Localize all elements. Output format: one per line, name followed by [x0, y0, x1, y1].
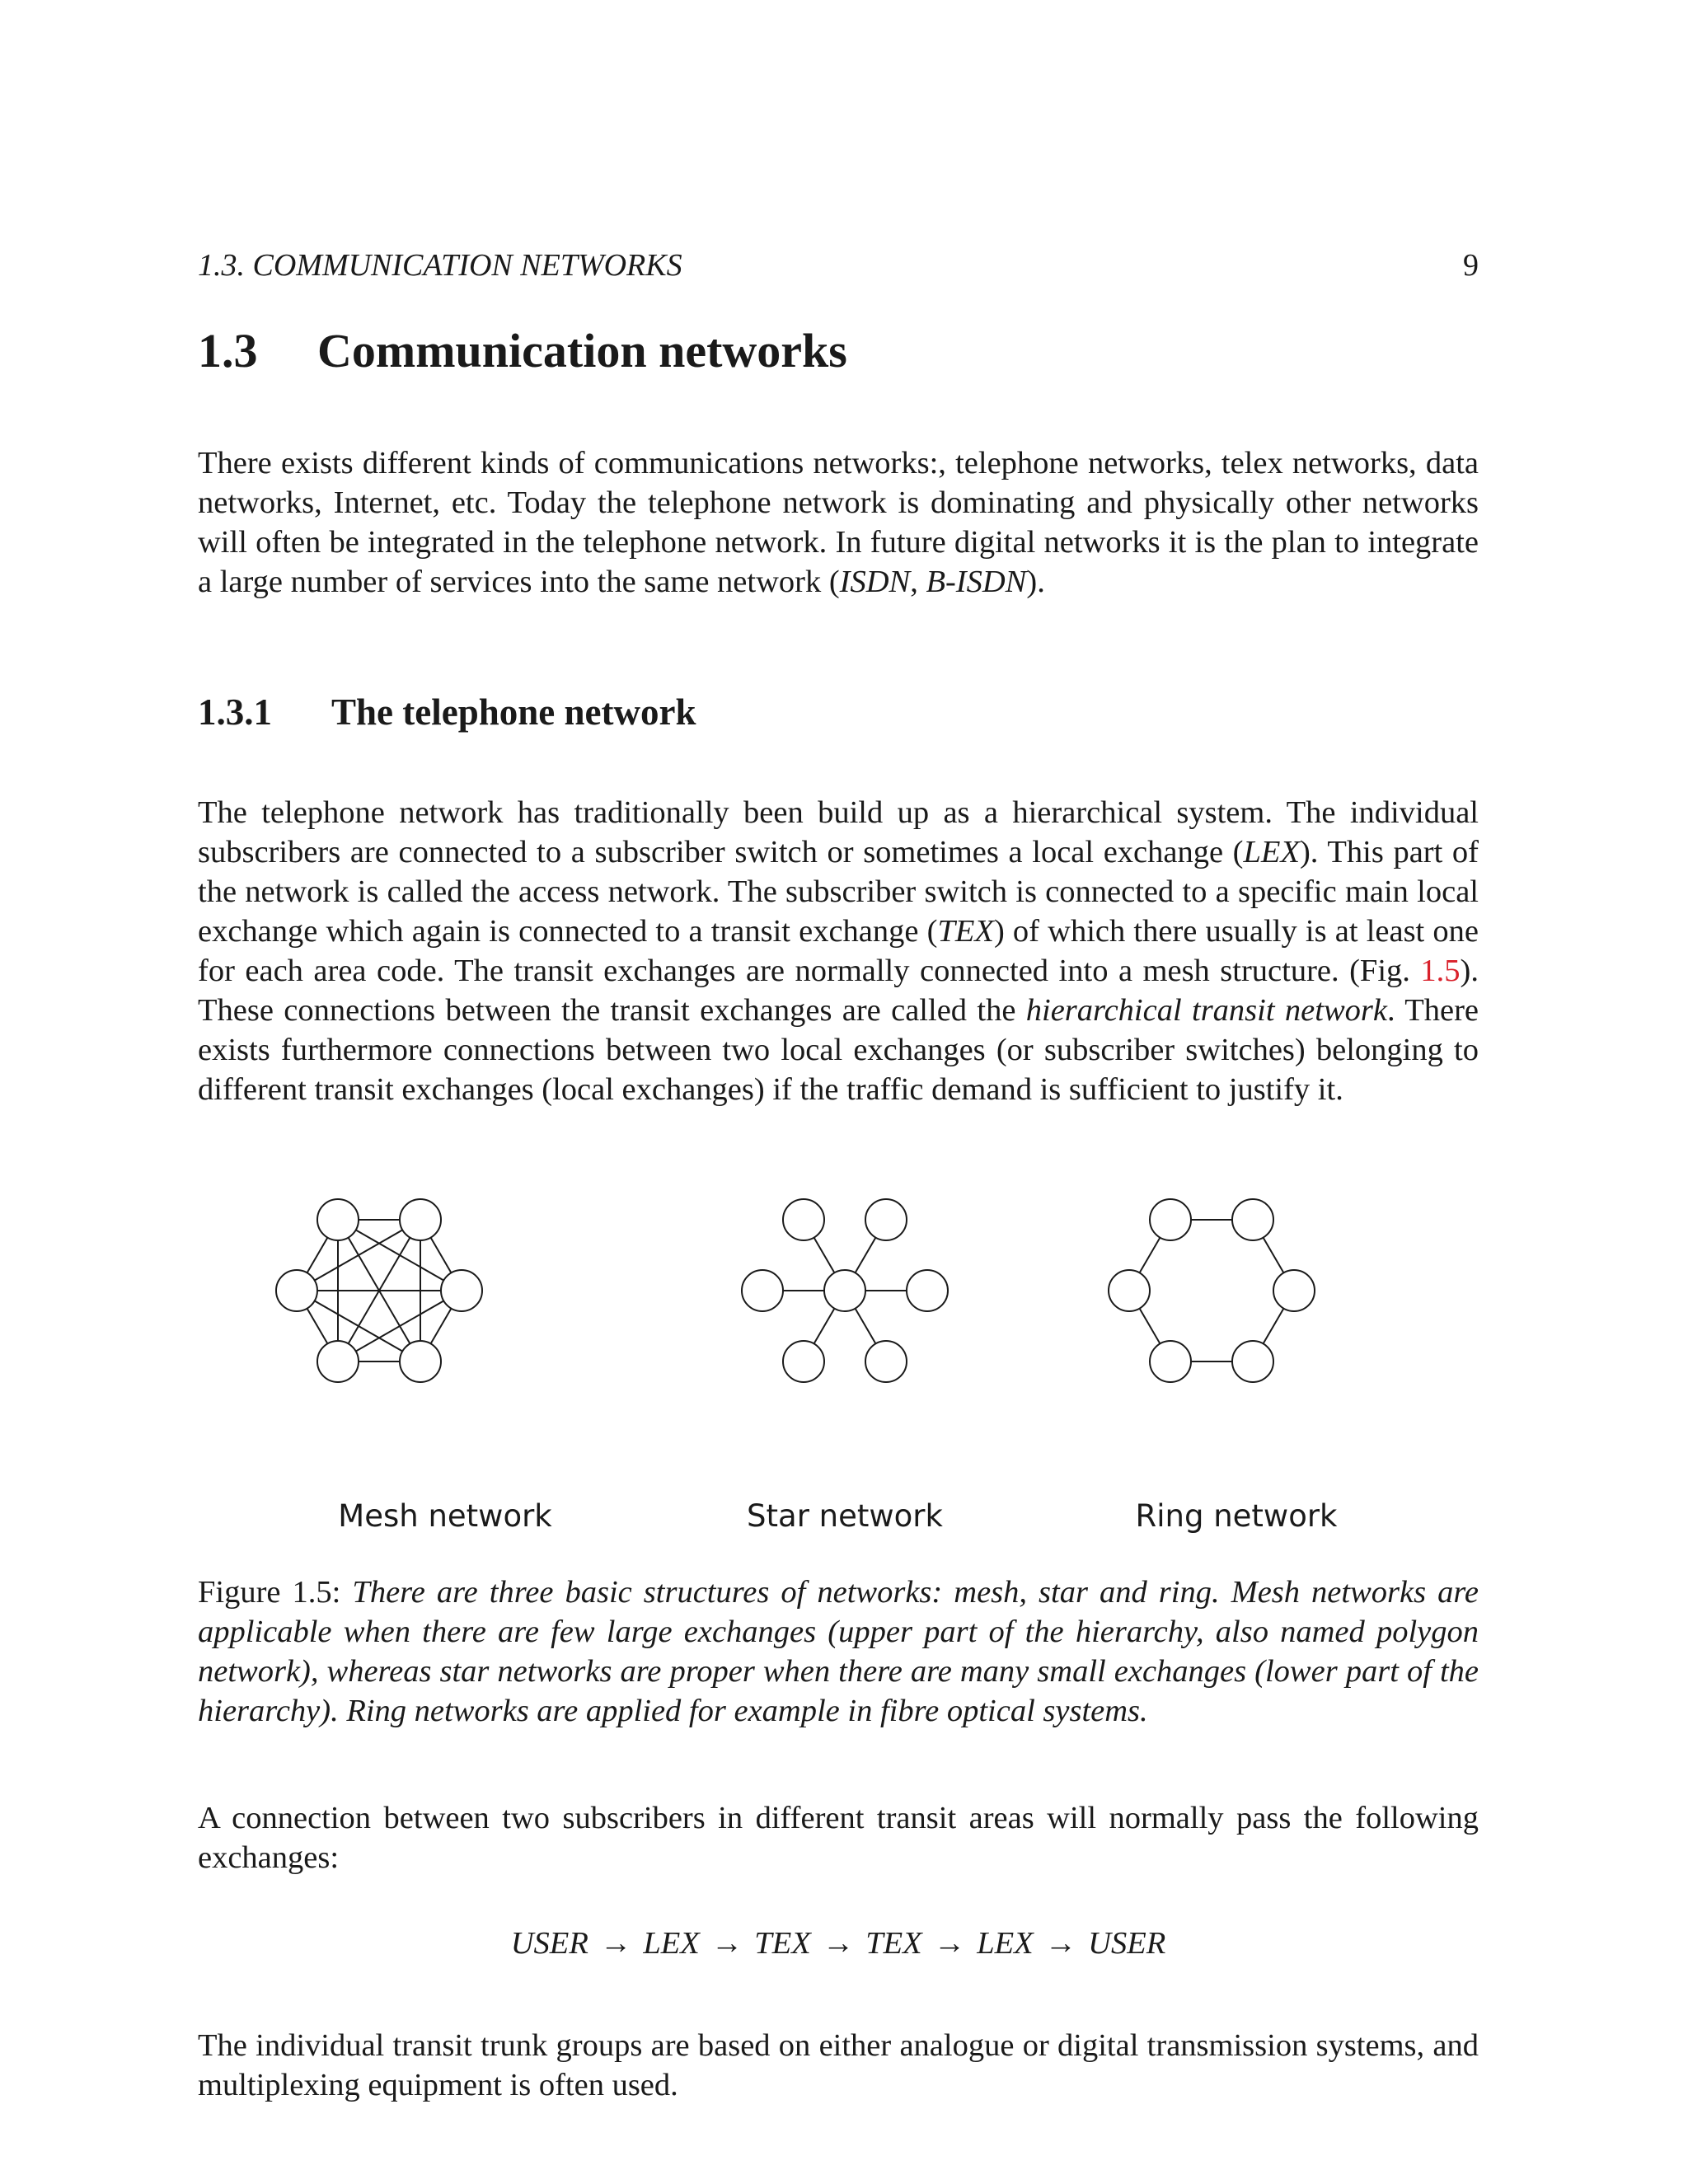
running-head-section: 1.3. COMMUNICATION NETWORKS	[198, 248, 682, 283]
ring-node	[1232, 1341, 1273, 1382]
subsection-number: 1.3.1	[198, 691, 272, 733]
subsection-heading	[198, 691, 696, 733]
ring-node	[1232, 1199, 1273, 1240]
star-node	[783, 1341, 824, 1382]
mesh-network-label: Mesh network	[338, 1498, 552, 1534]
tel-text-b: ). This part of the network is called the access network. The subscriber switch is connected to a specific main local exchange which again is connected to a transit exchange (	[198, 835, 1479, 949]
lex-term: LEX	[1243, 835, 1300, 869]
tel-text-c: ) of which there usually is at least one for each area code. The transit exchanges are normally connected into a mesh structure. (Fig.	[198, 914, 1479, 988]
hierarchical-transit-term: hierarchical transit network	[1025, 993, 1387, 1028]
trunk-paragraph: The individual transit trunk groups are based on either analogue or digital transmission systems, and multiplexing equipment is often used.	[198, 2028, 1479, 2102]
star-hub-node	[824, 1270, 865, 1311]
tel-text-d: ). These connections between the transit exchanges are called the	[198, 954, 1479, 1028]
connection-paragraph: A connection between two subscribers in different transit areas will normally pass the following exchanges:	[198, 1801, 1479, 1875]
caption-text: There are three basic structures of networks: mesh, star and ring. Mesh networks are applicable when there are few large exchanges (upper part of the hierarchy, also named polygon network), whereas star networks are proper when there are many small exchanges (lower part of the hierarchy). Ring networks are applied for example in fibre optical systems.	[198, 1575, 1479, 1728]
eq-user-end: USER	[1088, 1926, 1166, 1961]
ring-node	[1150, 1341, 1191, 1382]
ring-network-label: Ring network	[1135, 1498, 1338, 1534]
section-title: Communication networks	[317, 324, 847, 377]
tex-term: TEX	[937, 914, 994, 949]
mesh-node	[400, 1341, 441, 1382]
network-diagrams	[198, 1170, 1479, 1500]
mesh-node	[317, 1341, 359, 1382]
eq-arrow: →	[1044, 1926, 1077, 1961]
eq-tex-2: TEX	[865, 1926, 922, 1961]
mesh-node	[276, 1270, 317, 1311]
eq-lex-2: LEX	[977, 1926, 1034, 1961]
running-head	[198, 247, 1479, 287]
section-number: 1.3	[198, 324, 258, 377]
mesh-node	[317, 1199, 359, 1240]
exchange-path-equation	[198, 1925, 1479, 1961]
intro-text-b: ).	[1026, 565, 1045, 599]
tel-text-a: The telephone network has traditionally been build up as a hierarchical system. The individual subscribers are connected to a subscriber switch or sometimes a local exchange (	[198, 795, 1479, 869]
mesh-node	[441, 1270, 482, 1311]
eq-lex-1: LEX	[643, 1926, 700, 1961]
eq-arrow: →	[710, 1926, 743, 1961]
network-figure	[198, 1170, 1479, 1549]
intro-text-a: There exists different kinds of communications networks:, telephone networks, telex networks, data networks, Internet, etc. Today the telephone network is dominating and physically other networks will often be integrated in the telephone network. In future digital networks it is the plan to integrate a large number of services into the same network (	[198, 446, 1479, 599]
figure-caption	[198, 1572, 1479, 1731]
ring-node	[1150, 1199, 1191, 1240]
ring-node	[1273, 1270, 1315, 1311]
isdn-term: ISDN	[839, 565, 911, 599]
telephone-paragraph	[198, 793, 1479, 1109]
ring-node	[1109, 1270, 1150, 1311]
star-node	[865, 1199, 907, 1240]
tel-text-e: . There exists furthermore connections between two local exchanges (or subscriber switches) belonging to different transit exchanges (local exchanges) if the traffic demand is sufficient to justify it.	[198, 993, 1479, 1107]
page-number: 9	[1463, 248, 1479, 283]
bisdn-term: B-ISDN	[926, 565, 1027, 599]
eq-arrow: →	[822, 1926, 855, 1961]
subsection-title: The telephone network	[331, 691, 696, 733]
star-network-label: Star network	[747, 1498, 943, 1534]
intro-paragraph	[198, 443, 1479, 602]
mesh-node	[400, 1199, 441, 1240]
star-node	[907, 1270, 948, 1311]
star-node	[865, 1341, 907, 1382]
caption-label: Figure 1.5:	[198, 1575, 353, 1610]
star-node	[742, 1270, 783, 1311]
section-heading	[198, 323, 847, 378]
eq-arrow: →	[599, 1926, 632, 1961]
eq-tex-1: TEX	[754, 1926, 811, 1961]
star-node	[783, 1199, 824, 1240]
eq-user-start: USER	[510, 1926, 588, 1961]
eq-arrow: →	[933, 1926, 966, 1961]
intro-separator: ,	[910, 565, 926, 599]
figure-reference-link[interactable]: 1.5	[1420, 954, 1461, 988]
